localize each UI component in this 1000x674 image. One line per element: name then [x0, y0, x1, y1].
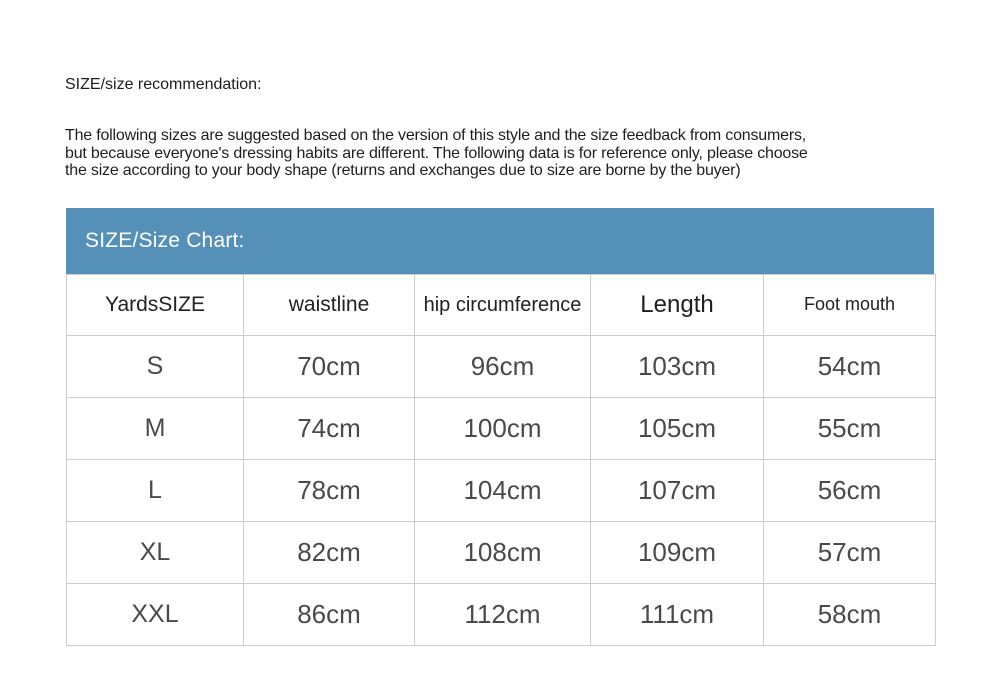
cell-foot: 57cm [764, 521, 936, 583]
column-header-foot-mouth: Foot mouth [764, 274, 936, 335]
cell-size: S [67, 335, 244, 397]
paragraph-line-3: the size according to your body shape (returns and exchanges due to size are borne by the buyer) [65, 162, 741, 179]
cell-size: L [67, 459, 244, 521]
column-header-length: Length [591, 274, 764, 335]
size-recommendation-paragraph [65, 127, 935, 180]
table-row-l [67, 459, 936, 521]
cell-size: XXL [67, 583, 244, 645]
cell-length: 103cm [591, 335, 764, 397]
cell-size: M [67, 397, 244, 459]
size-chart-banner-title: SIZE/Size Chart: [85, 228, 245, 252]
size-chart-table [66, 274, 936, 646]
cell-size: XL [67, 521, 244, 583]
cell-foot: 56cm [764, 459, 936, 521]
cell-waistline: 86cm [244, 583, 415, 645]
cell-hip: 104cm [415, 459, 591, 521]
size-guide-page [0, 76, 1000, 674]
paragraph-line-1: The following sizes are suggested based on the version of this style and the size feedback from consumers, [65, 127, 806, 144]
column-header-yards-size: YardsSIZE [67, 274, 244, 335]
cell-waistline: 70cm [244, 335, 415, 397]
cell-waistline: 74cm [244, 397, 415, 459]
cell-length: 111cm [591, 583, 764, 645]
cell-hip: 100cm [415, 397, 591, 459]
cell-hip: 108cm [415, 521, 591, 583]
cell-hip: 96cm [415, 335, 591, 397]
table-header-row [67, 274, 936, 335]
cell-foot: 55cm [764, 397, 936, 459]
table-row-xl [67, 521, 936, 583]
cell-waistline: 78cm [244, 459, 415, 521]
cell-foot: 54cm [764, 335, 936, 397]
size-recommendation-title: SIZE/size recommendation: [65, 76, 262, 93]
table-row-xxl [67, 583, 936, 645]
table-row-s [67, 335, 936, 397]
paragraph-line-2: but because everyone's dressing habits are different. The following data is for reference only, please choose [65, 144, 808, 162]
cell-hip: 112cm [415, 583, 591, 645]
size-chart-banner [66, 208, 934, 274]
cell-length: 107cm [591, 459, 764, 521]
column-header-waistline: waistline [244, 274, 415, 335]
cell-foot: 58cm [764, 583, 936, 645]
cell-length: 109cm [591, 521, 764, 583]
table-row-m [67, 397, 936, 459]
column-header-hip-circumference: hip circumference [415, 274, 591, 335]
cell-length: 105cm [591, 397, 764, 459]
cell-waistline: 82cm [244, 521, 415, 583]
